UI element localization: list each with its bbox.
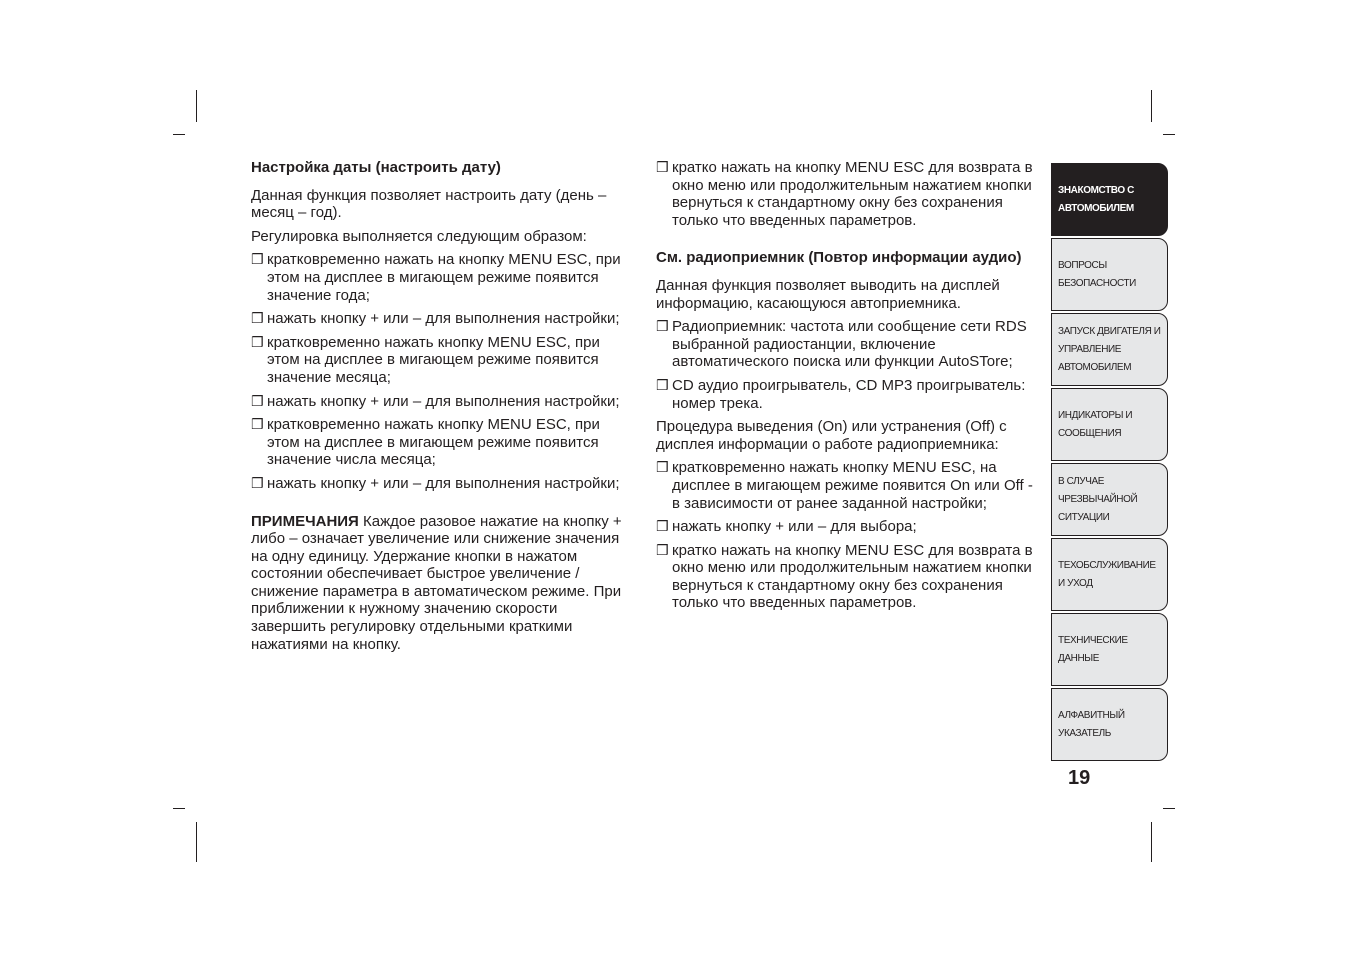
paragraph: Процедура выведения (On) или устранения (Off) с дисплея информации о работе радиоприемника: — [656, 418, 1007, 453]
crop-mark — [196, 90, 197, 122]
tab-index[interactable]: АЛФАВИТНЫЙ УКАЗАТЕЛЬ — [1051, 688, 1168, 761]
tab-safety[interactable]: ВОПРОСЫ БЕЗОПАСНОСТИ — [1051, 238, 1168, 311]
crop-mark — [196, 822, 197, 862]
list-item: ❒ кратковременно нажать кнопку MENU ESC, при этом на дисплее в мигающем режиме появится значение месяца; — [251, 333, 600, 386]
list-item: ❒ кратко нажать на кнопку MENU ESC для возврата в окно меню или продолжительным нажатием кнопки вернуться к стандартному окну без сохранения только что введенных параметров. — [656, 159, 1033, 229]
checkbox-bullet-icon: ❒ — [251, 251, 264, 268]
list-item: ❒ кратковременно нажать кнопку MENU ESC, на дисплее в мигающем режиме появится On или Off - в зависимости от ранее заданной настройки; — [656, 459, 1033, 512]
left-column — [251, 159, 631, 659]
list-item: ❒ кратко нажать на кнопку MENU ESC для возврата в окно меню или продолжительным нажатием кнопки вернуться к стандартному окну без сохранения только что введенных параметров. — [656, 541, 1033, 612]
paragraph: Регулировка выполняется следующим образом: — [251, 227, 587, 245]
checkbox-bullet-icon: ❒ — [251, 310, 264, 327]
paragraph: Данная функция позволяет выводить на дисплей информацию, касающуюся автоприемника. — [656, 276, 1000, 312]
paragraph: Данная функция позволяет настроить дату (день – месяц – год). — [251, 186, 607, 222]
list-item: ❒ кратковременно нажать на кнопку MENU ESC, при этом на дисплее в мигающем режиме появится значение года; — [251, 251, 621, 304]
tab-warnings[interactable]: ИНДИКАТОРЫ И СООБЩЕНИЯ — [1051, 388, 1168, 461]
crop-mark — [173, 134, 185, 135]
right-column — [656, 159, 1034, 618]
list-item: ❒ нажать кнопку + или – для выполнения настройки; — [251, 392, 620, 410]
checkbox-bullet-icon: ❒ — [656, 318, 669, 335]
page-number: 19 — [1068, 767, 1091, 789]
note-text: Каждое разовое нажатие на кнопку + либо – означает увеличение или снижение значения на одну единицу. Удержание кнопки в нажатом состоянии обеспечивает быстрое увеличение / снижение параметра в автоматическом режиме. При приближении к нужному значению скорости завершить регулировку отдельными краткими нажатиями на кнопку. — [251, 512, 622, 653]
crop-mark — [1163, 808, 1175, 809]
checkbox-bullet-icon: ❒ — [251, 392, 264, 409]
list-item: ❒ кратковременно нажать кнопку MENU ESC, при этом на дисплее в мигающем режиме появится значение числа месяца; — [251, 416, 600, 469]
list-item: ❒ нажать кнопку + или – для выполнения настройки; — [251, 474, 620, 492]
crop-mark — [173, 808, 185, 809]
note — [251, 513, 631, 654]
list-item: ❒ CD аудио проигрыватель, CD MP3 проигрыватель: номер трека. — [656, 376, 1026, 412]
checkbox-bullet-icon: ❒ — [656, 159, 669, 175]
list-item: ❒ нажать кнопку + или – для выбора; — [656, 518, 917, 536]
checkbox-bullet-icon: ❒ — [251, 333, 264, 350]
tab-starting-driving[interactable]: ЗАПУСК ДВИГАТЕЛЯ И УПРАВЛЕНИЕ АВТОМОБИЛЕМ — [1051, 313, 1168, 386]
checkbox-bullet-icon: ❒ — [656, 541, 669, 558]
note-label: ПРИМЕЧАНИЯ — [251, 512, 359, 530]
crop-mark — [1151, 822, 1152, 862]
checkbox-bullet-icon: ❒ — [656, 376, 669, 393]
crop-mark — [1151, 90, 1152, 122]
tab-emergency[interactable]: В СЛУЧАЕ ЧРЕЗВЫЧАЙНОЙ СИТУАЦИИ — [1051, 463, 1168, 536]
crop-mark — [1163, 134, 1175, 135]
list-item: ❒ нажать кнопку + или – для выполнения настройки; — [251, 310, 620, 328]
date-heading: Настройка даты (настроить дату) — [251, 159, 501, 176]
checkbox-bullet-icon: ❒ — [251, 416, 264, 433]
tab-introduction[interactable]: ЗНАКОМСТВО С АВТОМОБИЛЕМ — [1051, 163, 1168, 236]
radio-heading: См. радиоприемник (Повтор информации аудио) — [656, 249, 1022, 267]
checkbox-bullet-icon: ❒ — [251, 474, 264, 491]
tab-maintenance[interactable]: ТЕХОБСЛУЖИВАНИЕ И УХОД — [1051, 538, 1168, 611]
list-item: ❒ Радиоприемник: частота или сообщение сети RDS выбранной радиостанции, включение автоматического поиска или функции AutoSTore; — [656, 318, 1027, 371]
checkbox-bullet-icon: ❒ — [656, 459, 669, 476]
section-tabs — [1051, 163, 1168, 763]
tab-technical-data[interactable]: ТЕХНИЧЕСКИЕ ДАННЫЕ — [1051, 613, 1168, 686]
checkbox-bullet-icon: ❒ — [656, 518, 669, 535]
